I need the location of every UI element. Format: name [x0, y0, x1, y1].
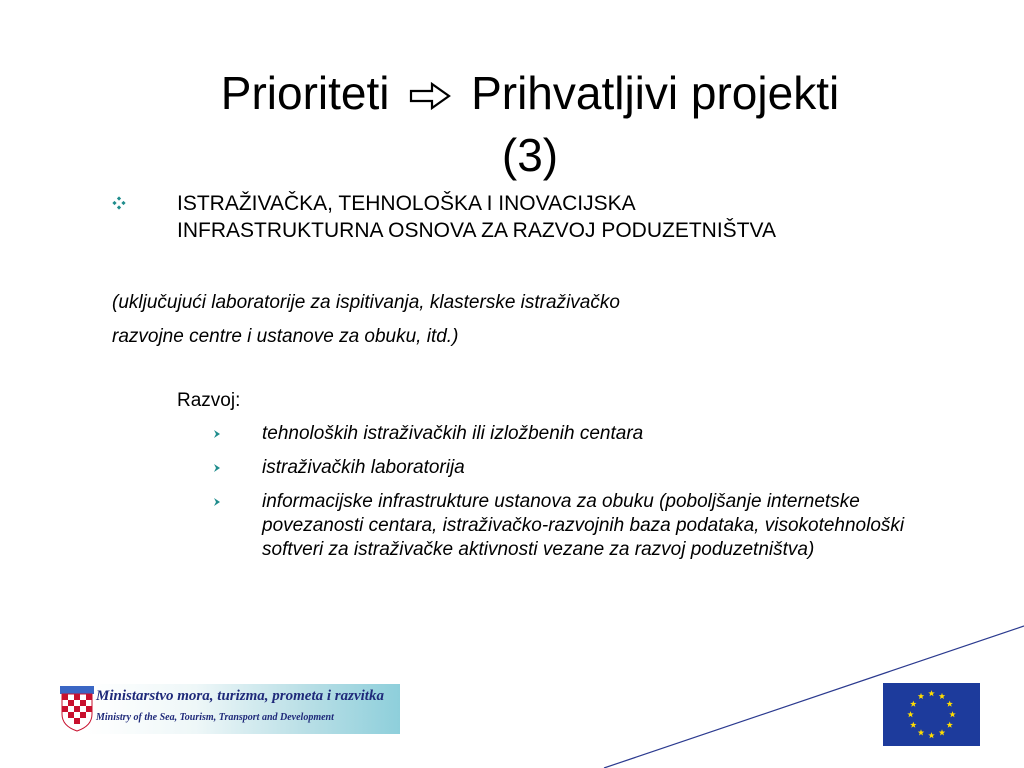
- sub-item-text: informacijske infrastrukture ustanova za obuku (poboljšanje internetske povezanosti centara, istraživačko-razvojnih baza podataka, visokotehnološki softveri za istraživačke aktivnosti vezane za razvoj poduzetništva): [262, 491, 905, 560]
- razvoj-label: Razvoj:: [177, 390, 241, 411]
- sub-item-text: tehnoloških istraživačkih ili izložbenih centara: [262, 423, 644, 444]
- title-part-3: (3): [501, 129, 559, 181]
- sub-item-text: istraživačkih laboratorija: [262, 457, 465, 478]
- ministry-name-hr: Ministarstvo mora, turizma, prometa i razvitka: [96, 688, 384, 704]
- ministry-name-en: Ministry of the Sea, Tourism, Transport and Development: [96, 712, 334, 723]
- croatian-coat-of-arms-icon: [58, 686, 96, 732]
- title-part-2: Prihvatljivi projekti: [471, 67, 840, 119]
- ministry-logo: [58, 684, 400, 734]
- main-bullet-text: ISTRAŽIVAČKA, TEHNOLOŠKA I INOVACIJSKA INFRASTRUKTURNA OSNOVA ZA RAZVOJ PODUZETNIŠTVA: [177, 192, 776, 242]
- paren-line-1: (uključujući laboratorije za ispitivanja, klasterske istraživačko: [112, 292, 620, 313]
- eu-flag-icon: [883, 683, 980, 746]
- title-part-1: Prioriteti: [220, 67, 390, 119]
- paren-line-2: razvojne centre i ustanove za obuku, itd.): [112, 326, 459, 347]
